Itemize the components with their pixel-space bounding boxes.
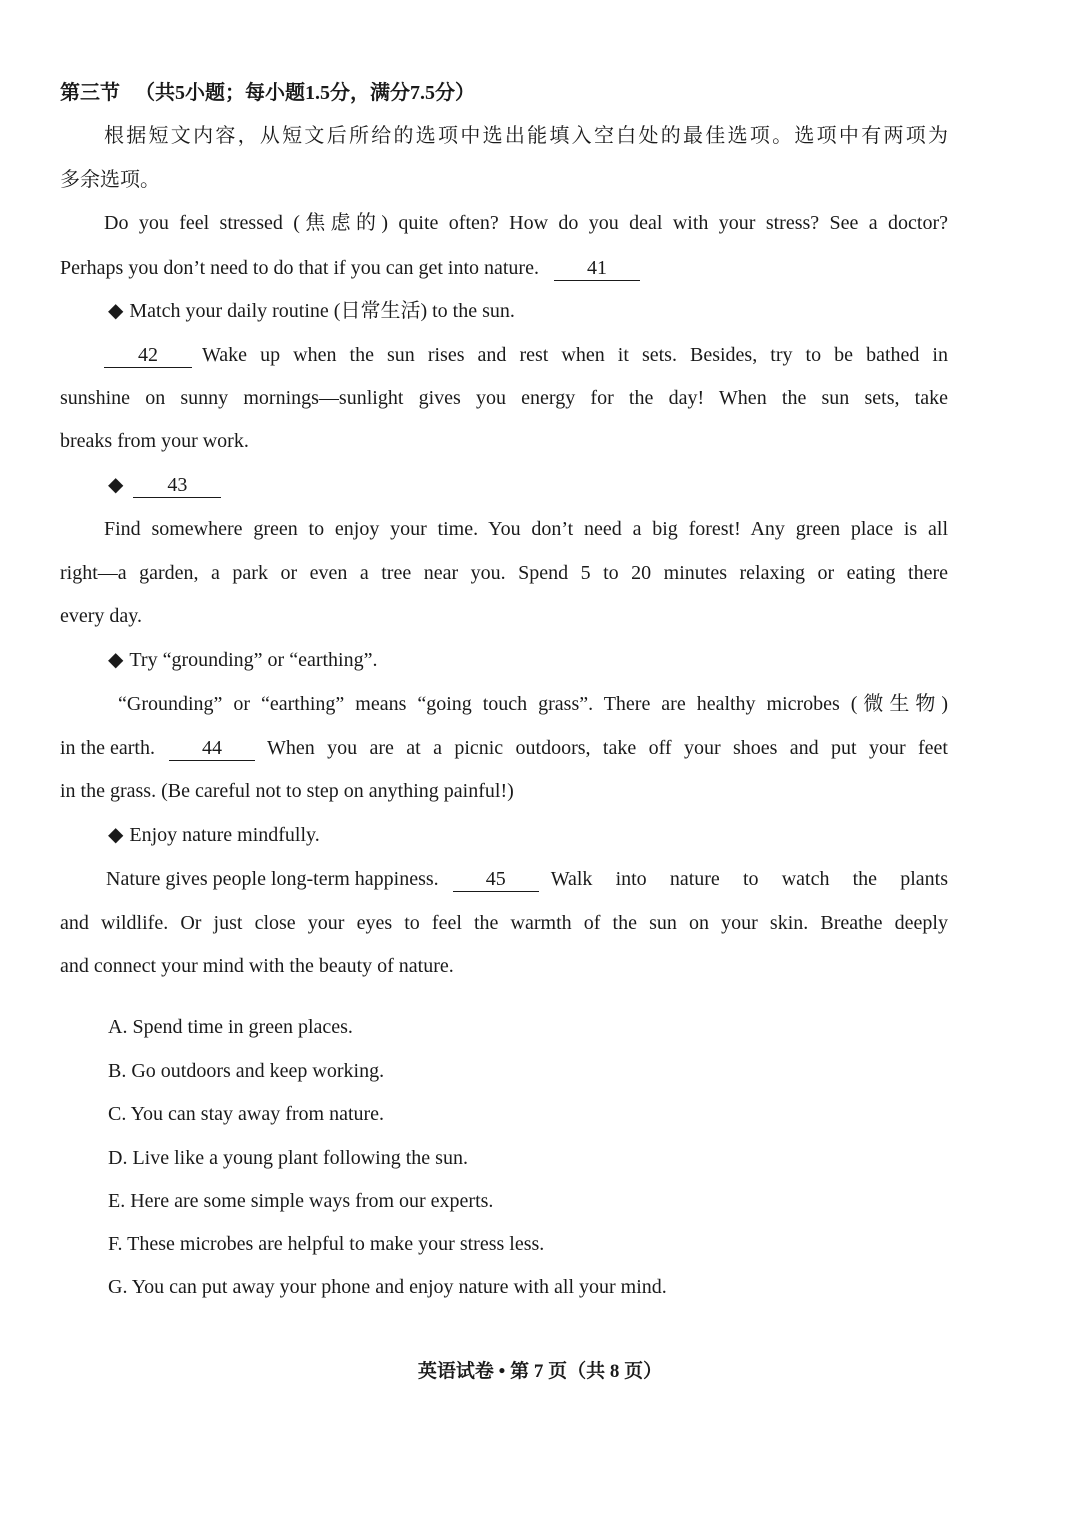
- page-footer: 英语试卷 • 第 7 页（共 8 页）: [417, 1361, 663, 1382]
- paragraph-3-line-3: every day.: [60, 605, 142, 627]
- option-g: G. You can put away your phone and enjoy nature with all your mind.: [108, 1276, 667, 1298]
- paragraph-5-rest: Walk into nature to watch the plants: [550, 868, 948, 890]
- paragraph-3-line-2: right—a garden, a park or even a tree near you. Spend 5 to 20 minutes relaxing or eating there: [60, 562, 948, 584]
- paragraph-4-rest: When you are at a picnic outdoors, take off your shoes and put your feet: [266, 737, 948, 759]
- paragraph-4-line-3: in the grass. (Be careful not to step on anything painful!): [60, 780, 514, 802]
- diamond-bullet-icon: ◆: [108, 824, 124, 846]
- heading-3-text: Try “grounding” or “earthing”.: [129, 649, 378, 671]
- option-f: F. These microbes are helpful to make your stress less.: [108, 1233, 545, 1255]
- paragraph-5-line-1: [106, 864, 948, 894]
- heading-4-text: Enjoy nature mindfully.: [129, 824, 320, 846]
- paragraph-2-line-2: sunshine on sunny mornings—sunlight gives you energy for the day! When the sun sets, take: [60, 387, 948, 409]
- paragraph-5-start: Nature gives people long-term happiness.: [106, 868, 439, 890]
- option-b: B. Go outdoors and keep working.: [108, 1060, 385, 1082]
- instructions-line-1: 根据短文内容，从短文后所给的选项中选出能填入空白处的最佳选项。选项中有两项为: [104, 125, 948, 147]
- paragraph-5-line-2: and wildlife. Or just close your eyes to feel the warmth of the sun on your skin. Breathe deeply: [60, 912, 948, 934]
- paragraph-4-line-2: [60, 733, 948, 763]
- heading-3: [108, 645, 377, 675]
- option-c: C. You can stay away from nature.: [108, 1103, 385, 1125]
- heading-1: [108, 296, 515, 326]
- paragraph-1-text: Perhaps you don’t need to do that if you can get into nature.: [60, 257, 539, 279]
- diamond-bullet-icon: ◆: [108, 300, 124, 322]
- blank-42: 42: [104, 343, 192, 368]
- instructions-line-2: 多余选项。: [60, 169, 160, 191]
- paragraph-4-start: in the earth.: [60, 737, 155, 759]
- option-a: A. Spend time in green places.: [108, 1016, 353, 1038]
- paragraph-1-line-1: Do you feel stressed (焦虑的) quite often? How do you deal with your stress? See a doctor?: [104, 212, 948, 234]
- section-scoring: （共5小题；每小题1.5分，满分7.5分）: [135, 82, 475, 104]
- blank-41: 41: [554, 256, 640, 281]
- blank-45: 45: [453, 867, 539, 892]
- option-d: D. Live like a young plant following the sun.: [108, 1147, 468, 1169]
- paragraph-5-line-3: and connect your mind with the beauty of nature.: [60, 955, 454, 977]
- section-header: [60, 78, 475, 108]
- paragraph-2-line-1: [104, 340, 948, 370]
- heading-1-text: Match your daily routine (日常生活) to the sun.: [129, 300, 515, 322]
- paragraph-2-line-3: breaks from your work.: [60, 430, 249, 452]
- blank-43: 43: [133, 473, 221, 498]
- paragraph-2-text: Wake up when the sun rises and rest when it sets. Besides, try to be bathed in: [202, 344, 948, 366]
- section-title: 第三节: [60, 82, 120, 104]
- diamond-bullet-icon: ◆: [108, 649, 124, 671]
- blank-44: 44: [169, 736, 255, 761]
- option-e: E. Here are some simple ways from our experts.: [108, 1190, 494, 1212]
- paragraph-4-line-1: “Grounding” or “earthing” means “going touch grass”. There are healthy microbes (微生物): [118, 693, 948, 715]
- heading-4: [108, 820, 320, 850]
- heading-2: [108, 470, 225, 500]
- paragraph-1-line-2: [60, 253, 644, 283]
- diamond-bullet-icon: ◆: [108, 474, 124, 496]
- paragraph-3-line-1: Find somewhere green to enjoy your time. You don’t need a big forest! Any green place is all: [104, 518, 948, 540]
